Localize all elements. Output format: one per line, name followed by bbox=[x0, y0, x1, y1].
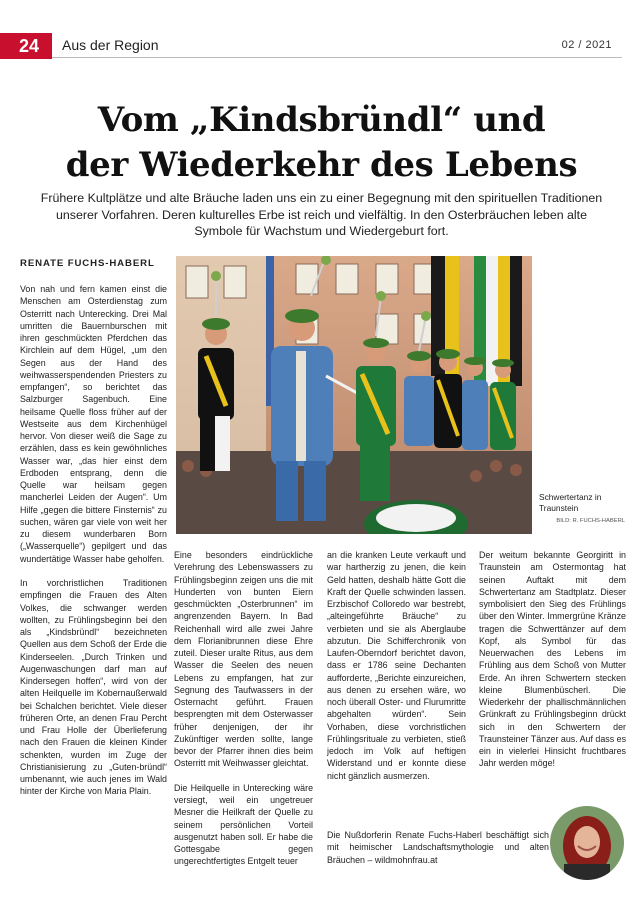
article-lead: Frühere Kultplätze und alte Bräuche laden uns ein zu einer Begegnung mit den spirituellen Traditionen unserer Vorfahren. Deren kulturelles Erbe ist reich und vielfältig. In den Osterbräuchen leben alte Symbole für Wachstum und Wiedergeburt fort. bbox=[40, 191, 603, 238]
author-photo bbox=[550, 806, 624, 880]
photo-credit: BILD: R. FUCHS-HABERL bbox=[556, 518, 625, 524]
article-photo bbox=[176, 256, 532, 534]
author-note: Die Nußdorferin Renate Fuchs-Haberl beschäftigt sich mit heimischer Landschaftsmythologie und alten Bräuchen – wildmohnfrau.at bbox=[327, 830, 549, 865]
title-line-1: Vom „Kindsbründl“ und bbox=[97, 100, 546, 140]
paragraph: Die Heilquelle in Unterecking wäre versiegt, weil ein ungetreuer Mesner die Heilkraft der Quelle zu seinem persönlichen Vorteil ausgenutzt haben soll. Er habe die Gottesgabe gegen ungerechtfertigtes Entgelt teuer bbox=[174, 782, 313, 867]
section-title: Aus der Region bbox=[62, 37, 159, 53]
author-portrait bbox=[550, 806, 624, 880]
paragraph: In vorchristlichen Traditionen empfingen die Frauen des Alten Volkes, die schwanger werden wollten, zu Frühlingsbeginn bei den als „Kindsbründl“ bezeichneten Quellen aus dem Schoß der Erde die Kinderseelen. „Durch Trinken und Augenwaschungen darf man auf Kindersegen hoffen“, wird von der alten Heilquelle im Kobernaußerwald bei Schalchen berichtet. Viele dieser früheren Orte, an denen Frau Percht und Frau Holle der Überlieferung nach den Frauen die kleinen Kinder schenkten, wurden im Zuge der Christianisierung zu „Guten-bründl“ umbenannt, wie auch jenes im Wald hinter der Kirche von Maria Plain. bbox=[20, 578, 167, 797]
sword-dance-photo bbox=[176, 256, 532, 534]
paragraph: Von nah und fern kamen einst die Menschen am Osterdienstag zum Osterritt nach Unterecking. Drei Mal umritten die Bauernburschen mit ihren geschmückten Pferdchen das Kirchlein auf dem Hügel, „um den Segen aus der Hand des weihwasserspendenden Priesters zu empfangen“, so berichtet das Salzburger Sagenbuch. Eine heilsame Quelle floss früher auf der Westseite aus dem Kirchenhügel hervor. Von dieser weiß die Sage zu erzählen, dass es kein gewöhnliches Wasser war, „das hier einst dem Erdboden entsprang, denn die Quelle war heilsam gegen mancherlei Leiden der Augen“. Um Hilfe „gegen die bittere Finsternis“ zu suchen, wären gar viele von weit her zu diesem wunderbaren Born („Wasserquelle“) gepilgert und das wundertätige Wasser habe geholfen. bbox=[20, 284, 167, 564]
title-line-2: der Wiederkehr des Lebens bbox=[65, 145, 578, 185]
paragraph: an die kranken Leute verkauft und war hartherzig zu jenen, die kein Geld hatten, deshalb hätte Gott die Kraft der Quelle schwinden lassen. Erzbischof Colloredo war bestrebt, „alteingeführte Bräuche“ zu verbieten und sie als Aberglaube abzutun. Die Schifferchronik von Laufen-Oberndorf berichtet davon, dass er 1786 seine Dechanten aufforderte, „Berichte einzureichen, aus denen zu ersehen wäre, wo noch überall Oster- und Flurumritte abgehalten würden“. Sein Vorhaben, diese vorchristlichen Frühlingsrituale zu verbieten, stieß jedoch im Volk auf heftigen Widerstand und er konnte diese nicht gänzlich ausmerzen. bbox=[327, 550, 466, 781]
page-number: 24 bbox=[0, 33, 52, 59]
text-column-4 bbox=[479, 549, 626, 770]
paragraph: Der weitum bekannte Georgiritt in Traunstein am Ostermontag hat seinen Auftakt mit dem Schwertertanz am Stadtplatz. Dieser symbolisiert den Sieg des Frühlings über den Winter. Immergrüne Kränze tragen die Schwerttänzer auf dem Kopf, als Symbol für das Neuerwachen des Lebens im Frühling aus dem Schoß von Mutter Erde. An ihren Schwertern stecken kleine Blumenbüscherl. Die Wiederkehr der phallischmännlichen Grünkraft zu Frühlingsbeginn drückt sich in den Schwertern der Traunsteiner Tänzer aus. Auf dass es ein in vielerlei Hinsicht fruchtbares Jahr werden möge! bbox=[479, 550, 627, 769]
header-divider bbox=[52, 57, 622, 58]
text-column-3 bbox=[327, 549, 466, 782]
page-header bbox=[0, 33, 643, 59]
text-column-2 bbox=[174, 549, 313, 868]
article-title bbox=[20, 98, 623, 188]
photo-caption: Schwertertanz in Traunstein bbox=[539, 492, 602, 513]
text-column-1 bbox=[20, 283, 167, 798]
author-byline: RENATE FUCHS-HABERL bbox=[20, 258, 155, 269]
issue-number: 02 / 2021 bbox=[561, 39, 612, 51]
paragraph: Eine besonders eindrückliche Verehrung des Lebenswassers zu Frühlingsbeginn zeigen uns die mit Hunderten von bunten Eiern geschmückten „Osterbrunnen“ im angrenzenden Bayern. In Bad Reichenhall wird alle zwei Jahre dem Florianibrunnen diese Ehre zuteil. Dieser uralte Ritus, aus dem Wasser die Seelen des neuen Lebens zu empfangen, hat zur Segnung des Taufwassers in der Osternacht geführt. Frauen besprengten mit dem Osterwasser früher denjenigen, der ihr Zukünftiger werden sollte, lange bevor der Pfarrer ihnen dies beim Osterritt mit Weihwasser gleichtat. bbox=[174, 550, 313, 769]
